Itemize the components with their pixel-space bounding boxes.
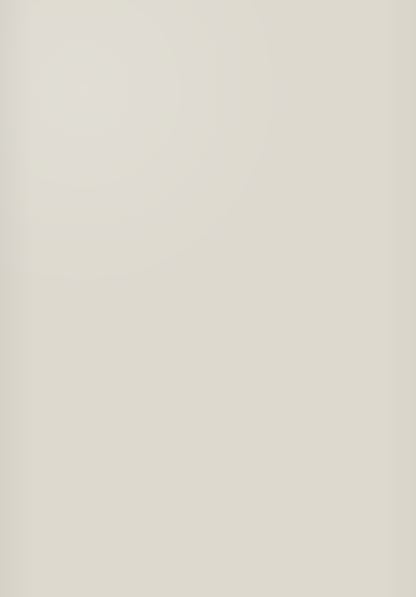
right-paragraph-5 [218, 36, 406, 43]
left-paragraph-8 [18, 64, 206, 71]
left-paragraph-1 [18, 8, 206, 15]
left-paragraph-5 [18, 42, 206, 49]
right-paragraph-8 [218, 58, 406, 65]
right-column [218, 8, 406, 577]
right-paragraph-9 [218, 65, 406, 72]
left-paragraph-2 [18, 21, 206, 28]
right-paragraph-2 [218, 15, 406, 22]
right-paragraph-4 [218, 29, 406, 36]
left-paragraph-4 [18, 35, 206, 42]
left-paragraph-3 [18, 28, 206, 35]
text-columns [18, 8, 406, 577]
left-paragraph-9 [18, 71, 206, 78]
left-column [18, 8, 206, 577]
left-paragraph-10 [18, 78, 206, 85]
left-paragraph-7 [18, 57, 206, 64]
right-paragraph-1 [218, 8, 406, 15]
right-paragraph-3 [218, 22, 406, 29]
right-paragraph-7 [218, 51, 406, 58]
left-paragraph-6 [18, 49, 206, 56]
right-paragraph-6 [218, 43, 406, 50]
